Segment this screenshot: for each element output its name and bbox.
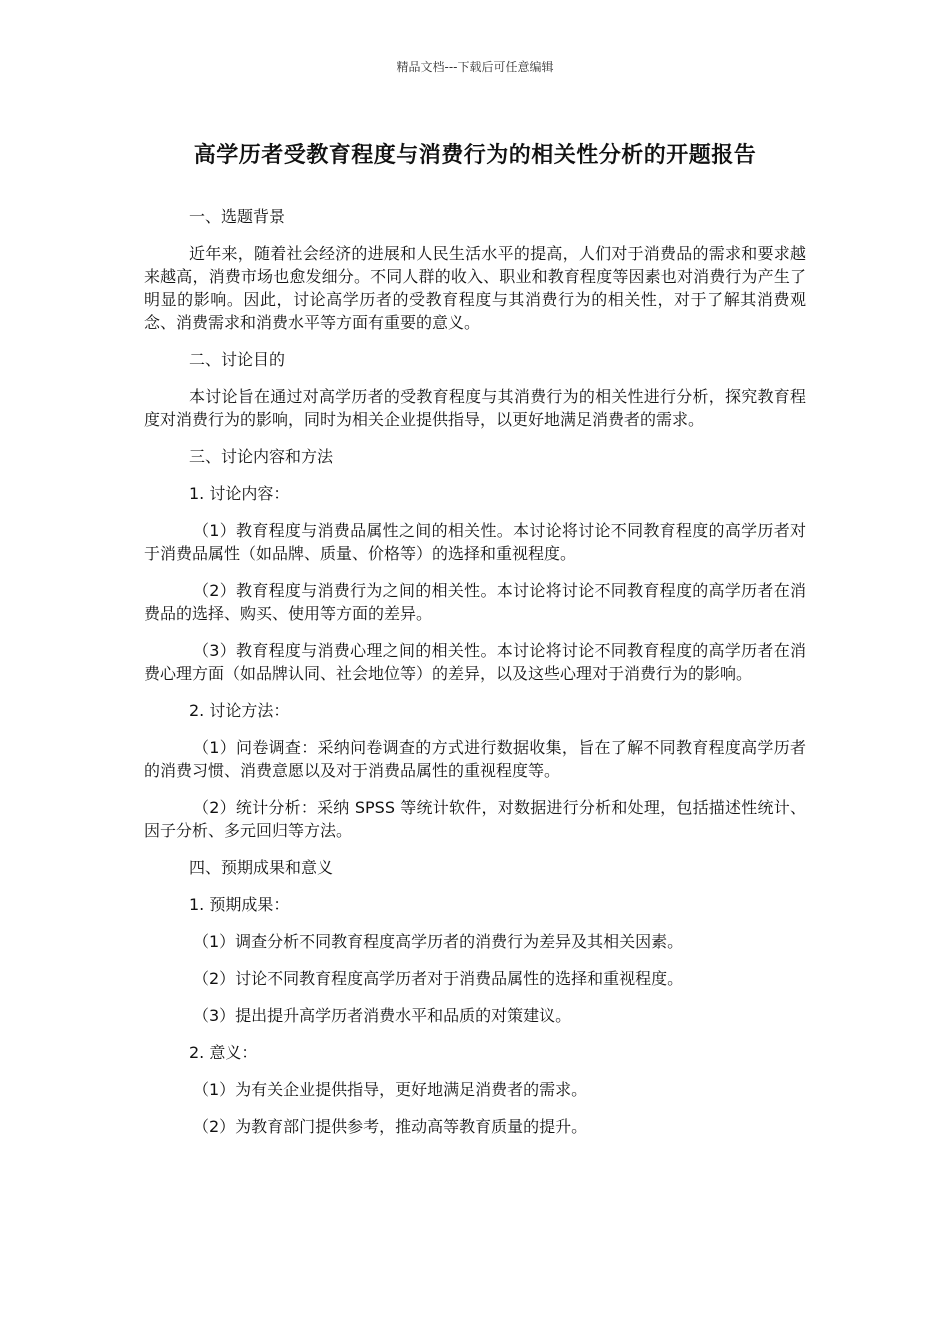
section-4-subheading-results: 1. 预期成果： [189,895,290,914]
section-3-subheading-method: 2. 讨论方法： [189,701,290,720]
section-3-content-item-1: （1）教育程度与消费品属性之间的相关性。本讨论将讨论不同教育程度的高学历者对于消费品属性（如品牌、质量、价格等）的选择和重视程度。 [144,521,806,563]
section-4-heading: 四、预期成果和意义 [189,858,334,877]
section-4-significance-item-1: （1）为有关企业提供指导，更好地满足消费者的需求。 [193,1080,588,1099]
section-4-result-item-3: （3）提出提升高学历者消费水平和品质的对策建议。 [193,1006,572,1025]
section-3-subheading-content: 1. 讨论内容： [189,484,290,503]
document-body [144,205,806,1152]
section-2-heading: 二、讨论目的 [189,350,286,369]
section-3-content-item-3: （3）教育程度与消费心理之间的相关性。本讨论将讨论不同教育程度的高学历者在消费心理方面（如品牌认同、社会地位等）的差异，以及这些心理对于消费行为的影响。 [144,641,806,683]
section-1-paragraph: 近年来，随着社会经济的进展和人民生活水平的提高，人们对于消费品的需求和要求越来越高，消费市场也愈发细分。不同人群的收入、职业和教育程度等因素也对消费行为产生了明显的影响。因此，讨论高学历者的受教育程度与其消费行为的相关性，对于了解其消费观念、消费需求和消费水平等方面有重要的意义。 [144,244,806,332]
section-4-result-item-2: （2）讨论不同教育程度高学历者对于消费品属性的选择和重视程度。 [193,969,684,988]
section-4-subheading-significance: 2. 意义： [189,1043,258,1062]
section-4-significance-item-2: （2）为教育部门提供参考，推动高等教育质量的提升。 [193,1117,588,1136]
section-1-heading: 一、选题背景 [189,207,286,226]
section-4-result-item-1: （1）调查分析不同教育程度高学历者的消费行为差异及其相关因素。 [193,932,684,951]
section-3-content-item-2: （2）教育程度与消费行为之间的相关性。本讨论将讨论不同教育程度的高学历者在消费品的选择、购买、使用等方面的差异。 [144,581,806,623]
section-3-heading: 三、讨论内容和方法 [189,447,334,466]
section-2-paragraph: 本讨论旨在通过对高学历者的受教育程度与其消费行为的相关性进行分析，探究教育程度对消费行为的影响，同时为相关企业提供指导，以更好地满足消费者的需求。 [144,387,806,429]
header-note: 精品文档---下载后可任意编辑 [396,60,554,74]
document-title: 高学历者受教育程度与消费行为的相关性分析的开题报告 [193,143,757,168]
section-3-method-item-2: （2）统计分析：采纳 SPSS 等统计软件，对数据进行分析和处理，包括描述性统计、因子分析、多元回归等方法。 [144,798,806,840]
section-3-method-item-1: （1）问卷调查：采纳问卷调查的方式进行数据收集，旨在了解不同教育程度高学历者的消费习惯、消费意愿以及对于消费品属性的重视程度等。 [144,738,806,780]
